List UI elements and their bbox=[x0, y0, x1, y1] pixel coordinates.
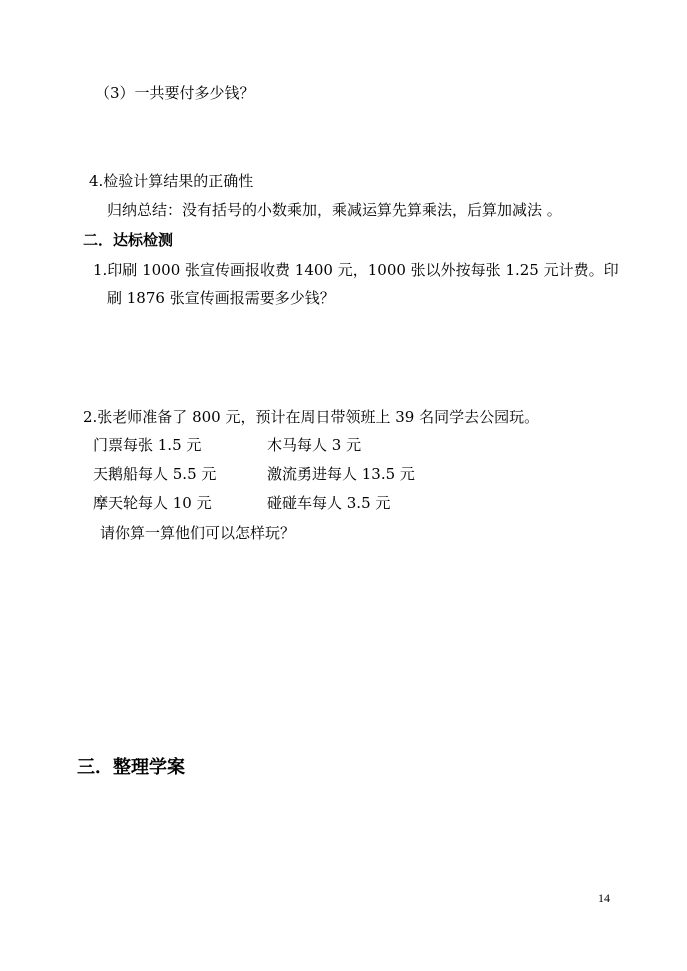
problem-2-question: 请你算一算他们可以怎样玩？ bbox=[100, 524, 296, 542]
price-item-right: 木马每人 3 元 bbox=[267, 436, 362, 454]
summary-text: 归纳总结：没有括号的小数乘加，乘减运算先算乘法，后算加减法 。 bbox=[107, 201, 562, 219]
problem-2-intro: 2.张老师准备了 800 元，预计在周日带领班上 39 名同学去公园玩。 bbox=[83, 408, 540, 426]
page-number: 14 bbox=[598, 891, 610, 905]
problem-1-line-1: 1.印刷 1000 张宣传画报收费 1400 元，1000 张以外按每张 1.25 元计费。印 bbox=[93, 261, 619, 279]
problem-1-line-2: 刷 1876 张宣传画报需要多少钱？ bbox=[107, 289, 335, 307]
question-3: （3）一共要付多少钱？ bbox=[95, 84, 255, 102]
price-item-left: 天鹅船每人 5.5 元 bbox=[93, 465, 217, 483]
section-2-heading: 二．达标检测 bbox=[83, 231, 174, 249]
section-3-heading: 三．整理学案 bbox=[77, 757, 185, 778]
price-item-left: 摩天轮每人 10 元 bbox=[93, 494, 212, 512]
step-4-check: 4.检验计算结果的正确性 bbox=[89, 172, 254, 190]
price-item-right: 碰碰车每人 3.5 元 bbox=[267, 494, 391, 512]
price-item-left: 门票每张 1.5 元 bbox=[93, 436, 202, 454]
price-item-right: 激流勇进每人 13.5 元 bbox=[267, 465, 415, 483]
